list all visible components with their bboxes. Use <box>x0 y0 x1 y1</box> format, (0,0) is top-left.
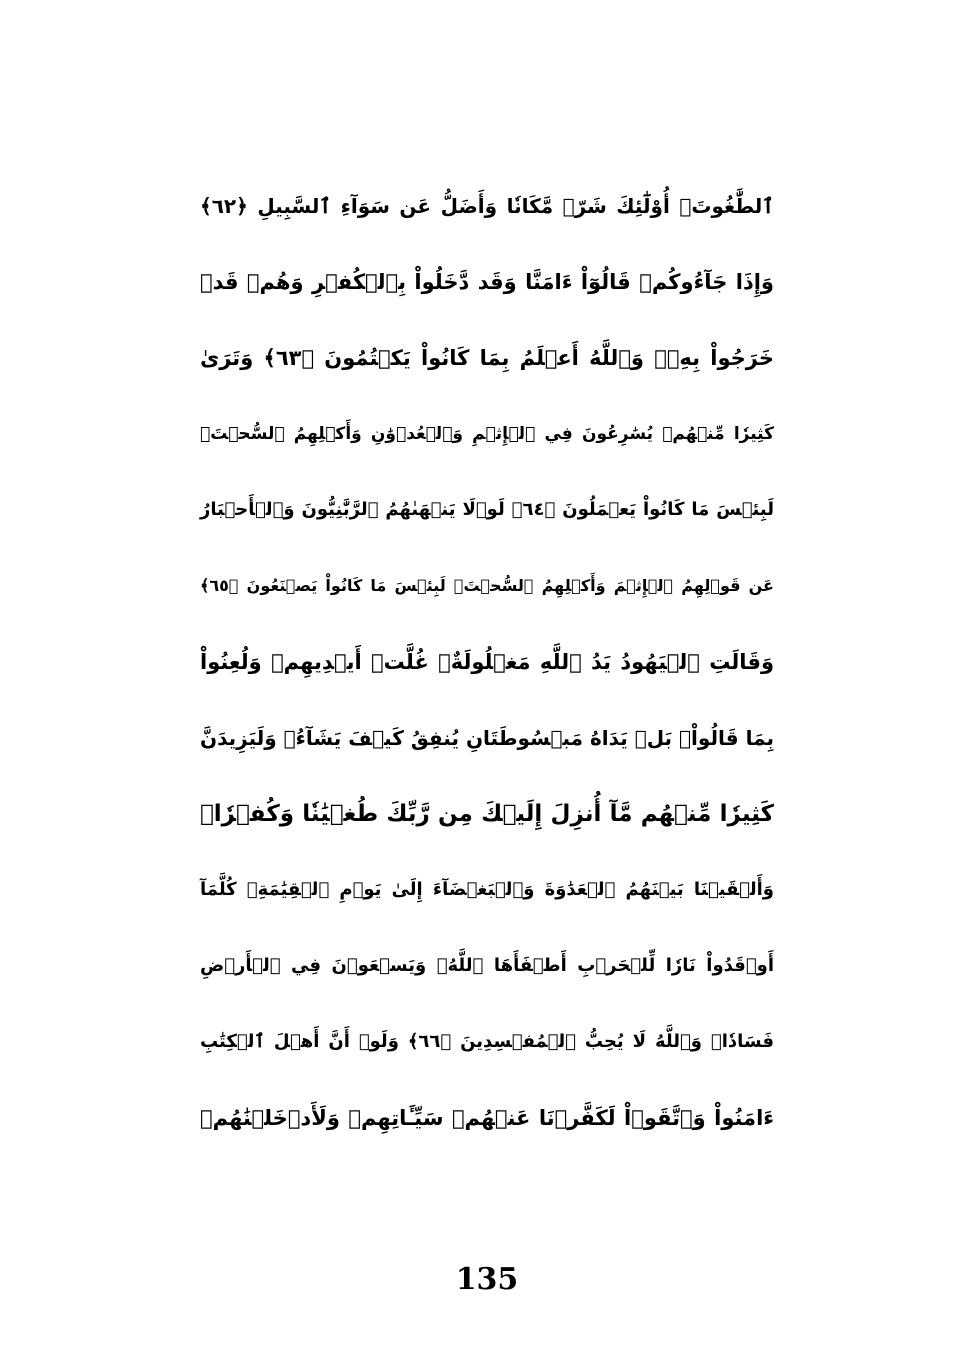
text-line-3: خَرَجُواْ بِهِۦۚ وَٱللَّهُ أَعۡلَمُ بِمَا كَانُواْ يَكۡتُمُونَ ﴿٦٣﴾ وَتَرَىٰ <box>200 346 774 370</box>
text-line-7: وَقَالَتِ ٱلۡيَهُودُ يَدُ ٱللَّهِ مَغۡلُولَةٌۚ غُلَّتۡ أَيۡدِيهِمۡ وَلُعِنُواْ <box>200 650 774 674</box>
text-line-9: كَثِيرٗا مِّنۡهُم مَّآ أُنزِلَ إِلَيۡكَ مِن رَّبِّكَ طُغۡيَٰنٗا وَكُفۡرٗاۚ <box>200 801 774 827</box>
page-number: 135 <box>455 1262 519 1297</box>
text-line-4: كَثِيرٗا مِّنۡهُمۡ يُسَٰرِعُونَ فِي ٱلۡإِثۡمِ وَٱلۡعُدۡوَٰنِ وَأَكۡلِهِمُ ٱلسُّحۡتَۚ <box>200 424 774 444</box>
text-line-5: لَبِئۡسَ مَا كَانُواْ يَعۡمَلُونَ ﴿٦٤﴾ لَوۡلَا يَنۡهَىٰهُمُ ٱلرَّبَّٰنِيُّونَ وَٱلۡأَحۡبَارُ <box>200 499 775 520</box>
text-line-11: أَوۡقَدُواْ نَارٗا لِّلۡحَرۡبِ أَطۡفَأَهَا ٱللَّهُۚ وَيَسۡعَوۡنَ فِي ٱلۡأَرۡضِ <box>200 955 774 976</box>
text-line-6: عَن قَوۡلِهِمُ ٱلۡإِثۡمَ وَأَكۡلِهِمُ ٱلسُّحۡتَۚ لَبِئۡسَ مَا كَانُواْ يَصۡنَعُونَ ﴿٦٥﴾ <box>200 576 774 595</box>
text-line-8: بِمَا قَالُواْۘ بَلۡ يَدَاهُ مَبۡسُوطَتَانِ يُنفِقُ كَيۡفَ يَشَآءُۚ وَلَيَزِيدَنَّ <box>200 726 774 750</box>
text-line-10: وَأَلۡقَيۡنَا بَيۡنَهُمُ ٱلۡعَدَٰوَةَ وَٱلۡبَغۡضَآءَ إِلَىٰ يَوۡمِ ٱلۡقِيَٰمَةِۚ كُلَّمَآ <box>200 879 774 900</box>
quran-text-block <box>200 168 774 1156</box>
text-line-13: ءَامَنُواْ وَٱتَّقَوۡاْ لَكَفَّرۡنَا عَنۡهُمۡ سَيِّـَٔاتِهِمۡ وَلَأَدۡخَلۡنَٰهُمۡ <box>200 1106 774 1130</box>
text-line-12: فَسَادٗاۚ وَٱللَّهُ لَا يُحِبُّ ٱلۡمُفۡسِدِينَ ﴿٦٦﴾ وَلَوۡ أَنَّ أَهۡلَ ٱلۡكِتَٰبِ <box>200 1031 774 1052</box>
text-line-1: ٱلطَّٰغُوتَۚ أُوْلَٰٓئِكَ شَرّٞ مَّكَانٗا وَأَضَلُّ عَن سَوَآءِ ٱلسَّبِيلِ ﴿٦٢﴾ <box>200 194 774 218</box>
text-line-2: وَإِذَا جَآءُوكُمۡ قَالُوٓاْ ءَامَنَّا وَقَد دَّخَلُواْ بِٱلۡكُفۡرِ وَهُمۡ قَدۡ <box>200 270 774 294</box>
